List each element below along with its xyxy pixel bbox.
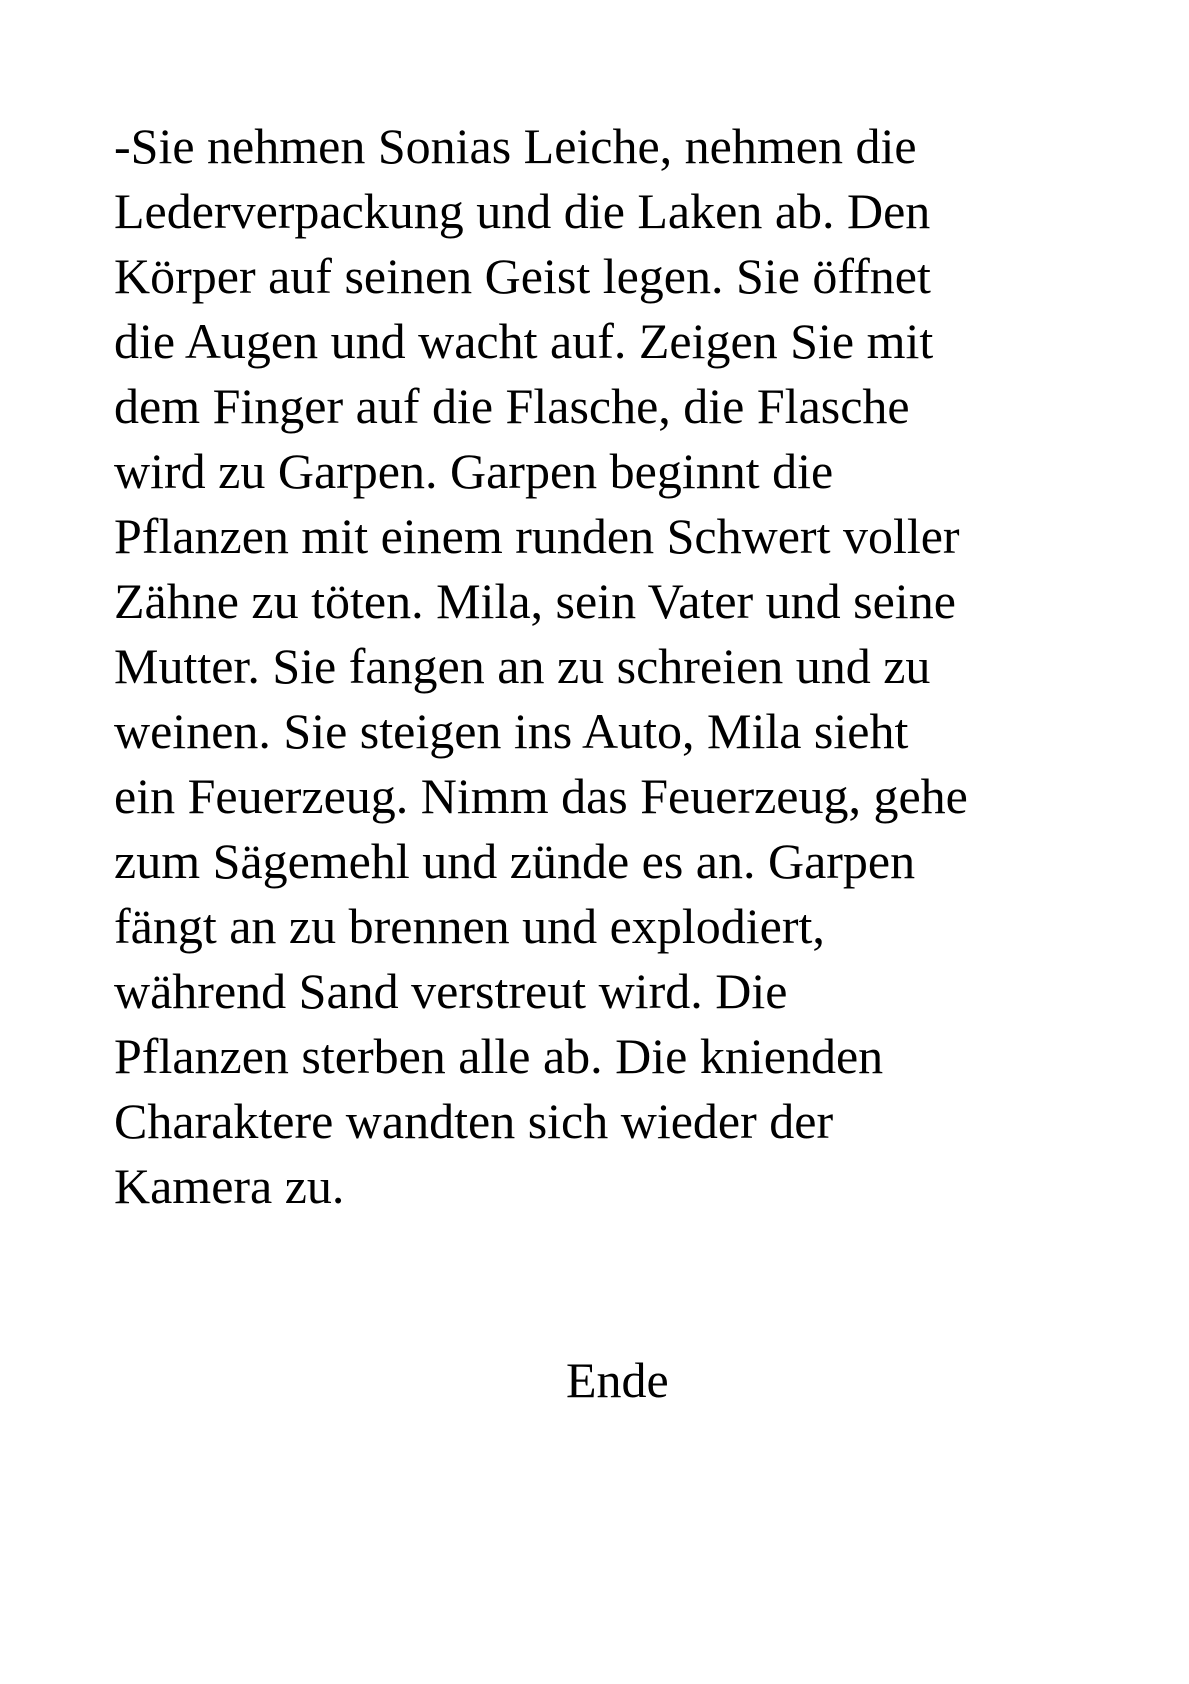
paragraph-line: dem Finger auf die Flasche, die Flasche [114, 378, 910, 434]
paragraph-line: die Augen und wacht auf. Zeigen Sie mit [114, 313, 934, 369]
paragraph-line: Pflanzen sterben alle ab. Die knienden [114, 1028, 884, 1084]
paragraph-line: zum Sägemehl und zünde es an. Garpen [114, 833, 916, 889]
paragraph-line: Körper auf seinen Geist legen. Sie öffnet [114, 248, 931, 304]
paragraph-line: Charaktere wandten sich wieder der [114, 1093, 834, 1149]
paragraph-line: Zähne zu töten. Mila, sein Vater und seine [114, 573, 956, 629]
paragraph-line: während Sand verstreut wird. Die [114, 963, 788, 1019]
paragraph-line: weinen. Sie steigen ins Auto, Mila sieht [114, 703, 909, 759]
paragraph-line: Mutter. Sie fangen an zu schreien und zu [114, 638, 931, 694]
story-paragraph [114, 114, 1114, 1219]
end-label: Ende [566, 1352, 669, 1408]
paragraph-line: Pflanzen mit einem runden Schwert voller [114, 508, 960, 564]
paragraph-line: -Sie nehmen Sonias Leiche, nehmen die [114, 118, 917, 174]
paragraph-line: Kamera zu. [114, 1158, 345, 1214]
paragraph-line: fängt an zu brennen und explodiert, [114, 898, 825, 954]
paragraph-line: Lederverpackung und die Laken ab. Den [114, 183, 931, 239]
paragraph-line: ein Feuerzeug. Nimm das Feuerzeug, gehe [114, 768, 968, 824]
paragraph-line: wird zu Garpen. Garpen beginnt die [114, 443, 834, 499]
